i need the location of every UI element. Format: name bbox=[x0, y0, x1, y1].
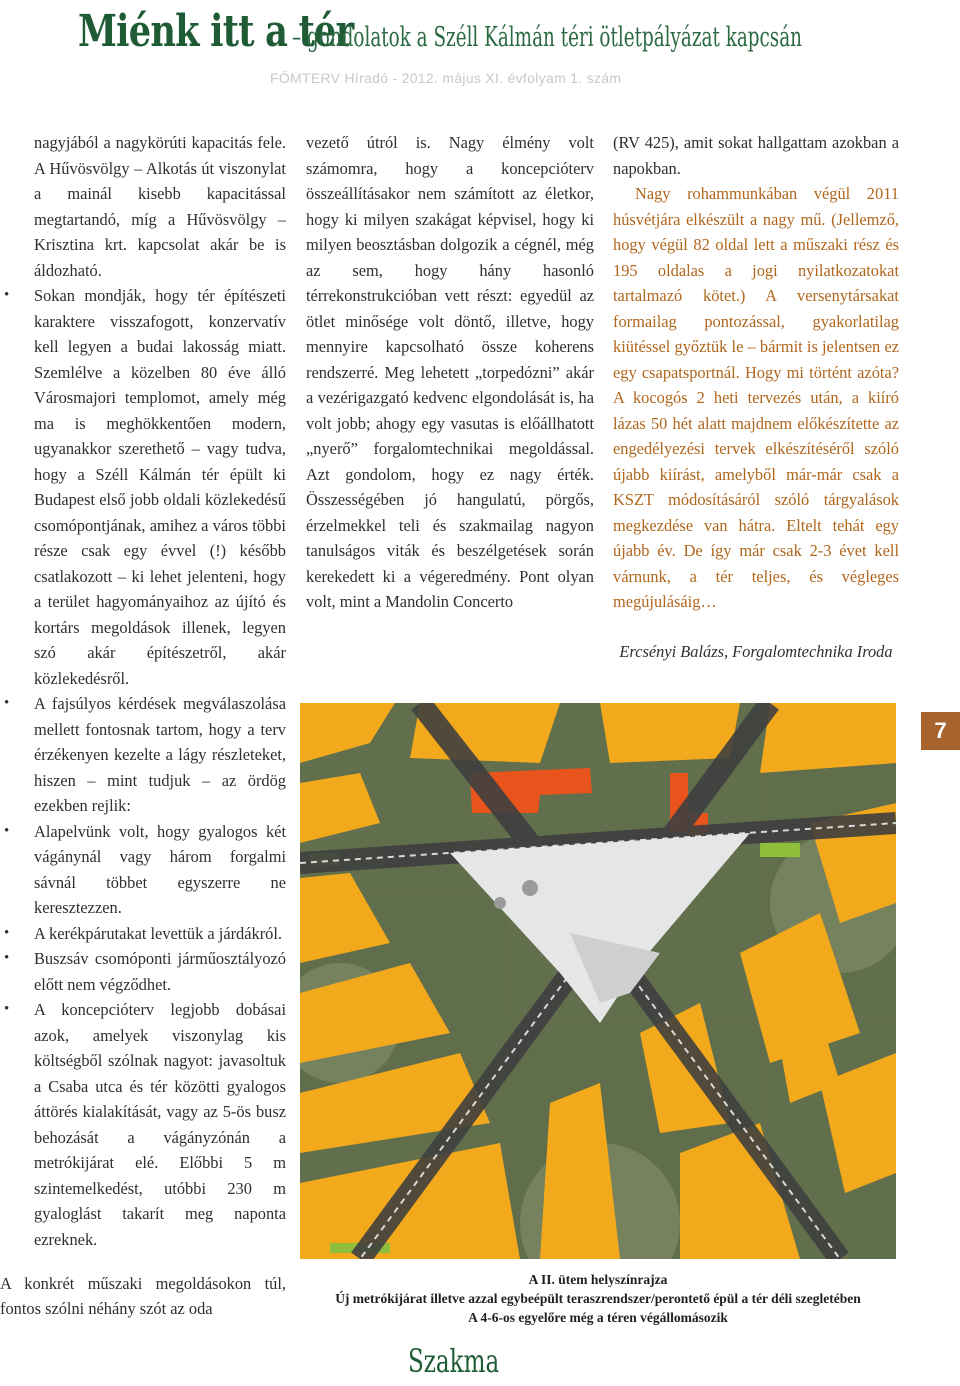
article-subtitle: – gondolatok a Széll Kálmán téri ötletpályázat kapcsán bbox=[292, 22, 802, 53]
bullet-item: • A kerékpárutakat levettük a járdákról. bbox=[34, 921, 286, 947]
text-column-2 bbox=[306, 130, 594, 615]
bullet-marker: • bbox=[4, 924, 10, 941]
bullet-item: • A fajsúlyos kérdések megválaszolása mellett fontosnak tartom, hogy a terv érzékenyen kezelte a lágy részleteket, hiszen – mint tudjuk – az ördög ezekben rejlik: bbox=[34, 691, 286, 819]
bullet-item: • Alapelvünk volt, hogy gyalogos két vágánynál vagy három forgalmi sávnál többet egyszerre ne keresztezzen. bbox=[34, 819, 286, 921]
author-signature: Ercsényi Balázs, Forgalomtechnika Iroda bbox=[619, 641, 893, 661]
caption-line-1: Új metrókijárat illetve azzal egybeépült teraszrendszer/perontető épül a tér déli szegletében bbox=[335, 1291, 861, 1306]
bullet-marker: • bbox=[4, 695, 10, 711]
site-plan-drawing bbox=[300, 703, 896, 1259]
column3-para1: (RV 425), amit sokat hallgattam azokban a napokban. bbox=[613, 133, 899, 178]
bullet-item: • Sokan mondják, hogy tér építészeti karaktere visszafogott, konzervatív kell legyen a budai lakosság miatt. Szemlélve a közelben 80 éve álló Városmajori templomot, amely még ma is meghökkentően modern, ugyanakkor szerethető – vagy tudva, hogy a Széll Kálmán tér épült ki Budapest első jobb oldali közlekedésű csomópontjának, amihez a város többi része csak egy évvel (!) később csatlakozott – ki lehet jelenteni, hogy a terület hagyományaihoz az újító és kortárs megoldások illenek, legyen szó akár építészetről, akár közlekedésről. bbox=[34, 283, 286, 691]
text-column-1 bbox=[4, 130, 286, 1252]
figure-caption bbox=[300, 1270, 896, 1327]
bullet-marker: • bbox=[4, 1001, 10, 1017]
bullet-item: • Buszsáv csomóponti járműosztályozó előtt nem végződhet. bbox=[34, 946, 286, 997]
page-number-badge: 7 bbox=[921, 712, 960, 750]
article-title: Miénk itt a tér bbox=[78, 6, 354, 57]
column1-closing: A konkrét műszaki megoldásokon túl, fontos szólni néhány szót az oda bbox=[0, 1274, 286, 1318]
caption-title: A II. ütem helyszínrajza bbox=[528, 1272, 668, 1287]
bullet-marker: • bbox=[4, 287, 10, 303]
column1-intro: nagyjából a nagykörúti kapacitás fele. A Hűvösvölgy – Alkotás út viszonylat a mainál kisebb kapacitással megtartandó, míg a Hűvösvölgy – Krisztina krt. kapcsolat akár be is áldozható. bbox=[34, 133, 286, 280]
caption-line-2: A 4-6-os egyelőre még a téren végállomásozik bbox=[468, 1310, 728, 1325]
text-column-3 bbox=[613, 130, 899, 664]
section-footer: Szakma bbox=[408, 1342, 500, 1380]
bullet-marker: • bbox=[4, 822, 10, 839]
publication-meta: FŐMTERV Híradó - 2012. május XI. évfolyam 1. szám bbox=[270, 70, 622, 86]
column3-para2: Nagy rohammunkában végül 2011 húsvétjára elkészült a nagy mű. (Jellemző, hogy végül 82 oldal lett a műszaki rész és 195 oldalas a jogi nyilatkozatokat tartalmazó kötet.) A versenytársakat formailag pontozással, gyakorlatilag kiütéssel győztük le – bármit is jelentsen ez egy csapatsportnál. Hogy mi történt azóta? A kocogós 2 heti tervezés után, a kiíró lázas 50 hét alatt majdnem előkészítette az engedélyezési tervek elkészítéséről szóló újabb kiírást, amelyből már-már csak a KSZT módosításáról szóló tárgyalások megkezdése van hátra. Eltelt tehát egy újabb év. De így már csak 2-3 évet kell várnunk, a tér teljes, és végleges megújulásáig… bbox=[613, 184, 899, 611]
bullet-marker: • bbox=[4, 950, 10, 966]
site-plan-figure bbox=[300, 703, 896, 1259]
bullet-item: • A koncepcióterv legjobb dobásai azok, amelyek viszonylag kis költségből szólnak nagyot: javasoltuk a Csaba utca és tér közötti gyalogos áttörés kialakítását, vagy az 5-ös busz behozását a vágányzónán a metrókijárat elé. Előbbi 5 m szintemelkedést, utóbbi 230 m gyaloglást takarít meg naponta ezreknek. bbox=[34, 997, 286, 1252]
column2-text: vezető útról is. Nagy élmény volt számomra, hogy a koncepcióterv összeállításakor nem számított az életkor, hogy ki milyen szakágat képvisel, hogy ki milyen beosztásban dolgozik a cégnél, még az sem, hogy hány hasonló térrekonstrukcióban vett részt: egyedül az ötlet minősége volt döntő, illetve, hogy mennyire kapcsolható össze koherens rendszerré. Meg lehetett „torpedózni” akár a vezérigazgató kedvenc elgondolását is, ha volt jobb; ahogy egy vasutas is előállhatott „nyerő” forgalomtechnikai megoldással. Azt gondolom, hogy ez nagy érték. Összességében jó hangulatú, pörgős, érzelmekkel teli és szakmailag nagyon tanulságos viták és beszélgetések során kerekedett ki a végeredmény. Pont olyan volt, mint a Mandolin Concerto bbox=[306, 133, 594, 611]
